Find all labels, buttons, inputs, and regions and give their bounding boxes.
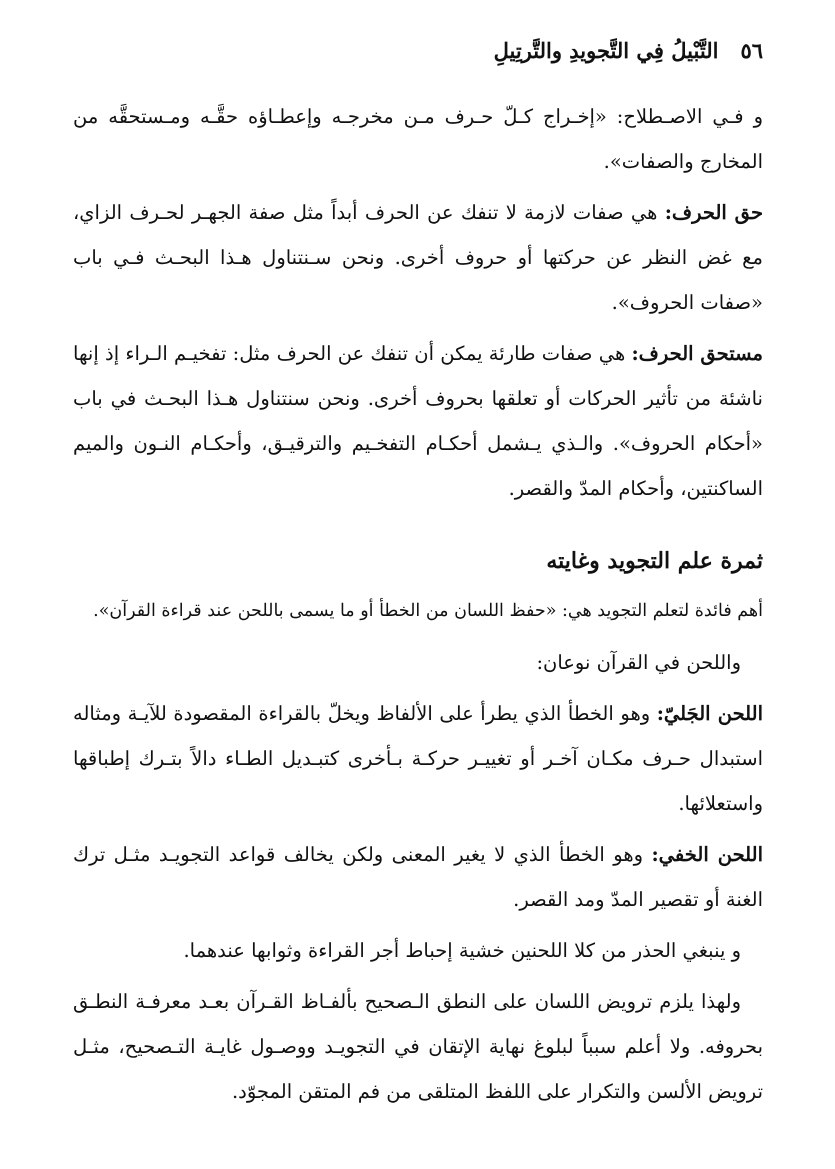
paragraph-text: و فـي الاصـطلاح: «إخـراج كـلّ حـرف مـن مخرجـه وإعطـاؤه حقَّـه ومـستحقَّه من المخارج والصفات».: [73, 105, 763, 173]
page-body: [73, 94, 763, 1120]
paragraph-term: اللحن الخفي:: [651, 843, 763, 866]
paragraph-definition: [73, 94, 763, 184]
section-heading: ثمرة علم التجويد وغايته: [546, 548, 763, 574]
paragraph-text: وهو الخطأ الذي لا يغير المعنى ولكن يخالف قواعد التجويـد مثـل ترك الغنة أو تقصير المدّ ومد القصر.: [73, 843, 763, 911]
closing-paragraph: ولهذا يلزم ترويض اللسان على النطق الـصحيح بألفـاظ القـرآن بعـد معرفـة النطـق بحروفه. ولا أعلم سبباً لبلوغ نهاية الإتقان في التجويـد ووصـول غايـة التـصحيح، مثـل ترويض الألسن والتكرار على اللفظ المتلقى من فم المتقن المجوّد.: [73, 990, 763, 1103]
lahn-jali-paragraph: [73, 691, 763, 826]
section-types-line: واللحن في القرآن نوعان:: [536, 651, 741, 674]
lahn-khafi-paragraph: [73, 832, 763, 922]
paragraph-term: مستحق الحرف:: [631, 342, 763, 365]
caution-paragraph: و ينبغي الحذر من كلا اللحنين خشية إحباط أجر القراءة وثوابها عندهما.: [183, 939, 741, 962]
paragraph-term: اللحن الجَليّ:: [656, 702, 763, 725]
running-title: التَّبْيلُ فِي التَّجويدِ والتَّرتِيلِ: [493, 37, 719, 63]
page-number: ٥٦: [740, 37, 763, 63]
section-intro: أهم فائدة لتعلم التجويد هي: «حفظ اللسان من الخطأ أو ما يسمى باللحن عند قراءة القرآن».: [93, 601, 763, 621]
paragraph-mustahaq-alharf: [73, 331, 763, 511]
paragraph-haq-alharf: [73, 190, 763, 325]
paragraph-text: هي صفات لازمة لا تنفك عن الحرف أبداً مثل صفة الجهـر لحـرف الزاي، مع غض النظر عن حركتها أو حروف أخرى. ونحن سـنتناول هـذا البحـث فـي باب «صفات الحروف».: [73, 201, 763, 314]
paragraph-text: هي صفات طارئة يمكن أن تنفك عن الحرف مثل: تفخيـم الـراء إذ إنها ناشئة من تأثير الحركات أو تعلقها بحروف أخرى. ونحن سنتناول هـذا البحـث في باب «أحكام الحروف». والـذي يـشمل أحكـام التفخـيم والترقيـق، وأحكـام النـون والميم الساكنتين، وأحكام المدّ والقصر.: [73, 342, 763, 500]
paragraph-term: حق الحرف:: [664, 201, 763, 224]
paragraph-text: وهو الخطأ الذي يطرأ على الألفاظ ويخلّ بالقراءة المقصودة للآيـة ومثاله استبدال حـرف مكـان آخـر أو تغييـر حركـة بـأخرى كتبـديل الطـاء دالاً بتـرك إطباقها واستعلائها.: [73, 702, 763, 815]
page-header: [494, 30, 763, 70]
